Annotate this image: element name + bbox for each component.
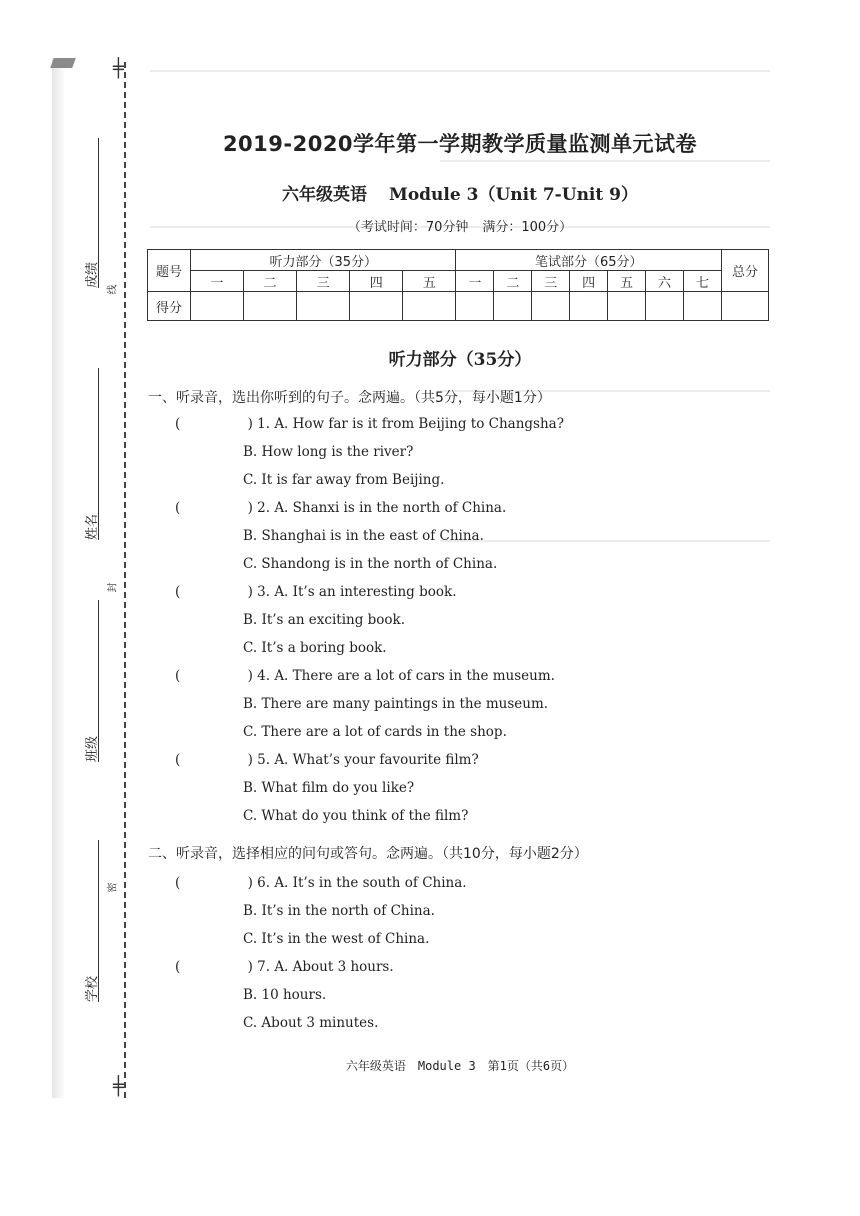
score-cell[interactable] xyxy=(683,292,721,321)
score-cell[interactable] xyxy=(350,292,403,321)
option-a: A. What’s your favourite film? xyxy=(274,752,479,768)
option-c: C. There are a lot of cards in the shop. xyxy=(243,724,507,740)
binding-top-mark: ╪ xyxy=(113,58,124,79)
score-cell[interactable] xyxy=(494,292,532,321)
exam-title: 2019-2020学年第一学期教学质量监测单元试卷 xyxy=(222,132,698,156)
bleed-through xyxy=(440,160,770,162)
writing-col: 四 xyxy=(570,271,608,292)
option-a: A. Shanxi is in the north of China. xyxy=(274,500,507,516)
score-row-label: 得分 xyxy=(148,292,191,321)
exam-time: （考试时间：70分钟 xyxy=(347,220,469,235)
listening-col: 四 xyxy=(350,271,403,292)
listening-col: 五 xyxy=(403,271,456,292)
option-b: B. 10 hours. xyxy=(243,987,327,1003)
option-c: C. What do you think of the film? xyxy=(243,808,469,824)
paper-corner xyxy=(50,58,76,68)
grade-subject: 六年级英语 xyxy=(282,185,368,205)
module-range: Module 3（Unit 7-Unit 9） xyxy=(389,185,638,205)
total-score-cell[interactable] xyxy=(722,292,769,321)
writing-col: 五 xyxy=(608,271,646,292)
writing-col: 二 xyxy=(494,271,532,292)
score-cell[interactable] xyxy=(608,292,646,321)
class-field[interactable] xyxy=(84,600,104,762)
full-score: 满分：100分） xyxy=(482,220,573,235)
listening-section-title: 听力部分（35分） xyxy=(388,350,532,370)
school-field[interactable] xyxy=(84,840,104,1002)
score-cell[interactable] xyxy=(191,292,244,321)
option-a: A. It’s an interesting book. xyxy=(274,584,457,600)
score-cell[interactable] xyxy=(403,292,456,321)
option-c: C. Shandong is in the north of China. xyxy=(243,556,498,572)
option-b: B. How long is the river? xyxy=(243,444,414,460)
option-b: B. What film do you like? xyxy=(243,780,415,796)
page-footer: 六年级英语 Module 3 第1页（共6页） xyxy=(345,1059,575,1073)
option-a: A. How far is it from Beijing to Changsha? xyxy=(274,416,564,432)
score-cell[interactable] xyxy=(297,292,350,321)
secret-char: 密 xyxy=(107,882,119,893)
paper-edge xyxy=(52,58,66,1098)
score-field[interactable] xyxy=(84,138,104,288)
score-cell[interactable] xyxy=(570,292,608,321)
row-header-cell: 题号 xyxy=(148,250,191,292)
question-1: ( ) 1. A. How far is it from Beijing to Changsha? B. How long is the river? C. It is far away from Beijing. xyxy=(175,410,564,494)
seal-char: 封 xyxy=(107,582,119,593)
score-field-label: 成绩 xyxy=(85,261,100,288)
option-a: A. About 3 hours. xyxy=(274,959,394,975)
score-table xyxy=(147,249,769,321)
option-c: C. About 3 minutes. xyxy=(243,1015,379,1031)
option-a: A. There are a lot of cars in the museum. xyxy=(274,668,555,684)
score-cell[interactable] xyxy=(456,292,494,321)
option-a: A. It’s in the south of China. xyxy=(274,875,467,891)
option-b: B. Shanghai is in the east of China. xyxy=(243,528,484,544)
option-b: B. It’s an exciting book. xyxy=(243,612,406,628)
exam-info xyxy=(150,216,770,235)
question-7: ( ) 7. A. About 3 hours. B. 10 hours. C. About 3 minutes. xyxy=(175,953,394,1037)
score-cell[interactable] xyxy=(646,292,684,321)
writing-col: 一 xyxy=(456,271,494,292)
question-5: ( ) 5. A. What’s your favourite film? B. What film do you like? C. What do you think of the film? xyxy=(175,746,479,830)
question-6: ( ) 6. A. It’s in the south of China. B. It’s in the north of China. C. It’s in the west of China. xyxy=(175,869,467,953)
option-c: C. It is far away from Beijing. xyxy=(243,472,445,488)
score-cell[interactable] xyxy=(244,292,297,321)
question-4: ( ) 4. A. There are a lot of cars in the museum. B. There are many paintings in the museum. C. There are a lot of cards in the shop. xyxy=(175,662,555,746)
listening-col: 三 xyxy=(297,271,350,292)
option-b: B. It’s in the north of China. xyxy=(243,903,435,919)
writing-col: 七 xyxy=(683,271,721,292)
part1-instruction: 一、听录音，选出你听到的句子。念两遍。（共5分，每小题1分） xyxy=(148,390,551,406)
class-field-label: 班级 xyxy=(85,735,100,762)
score-cell[interactable] xyxy=(532,292,570,321)
line-char: 线 xyxy=(107,284,119,295)
school-field-label: 学校 xyxy=(85,975,100,1002)
writing-col: 三 xyxy=(532,271,570,292)
bleed-through xyxy=(150,70,770,72)
question-3: ( ) 3. A. It’s an interesting book. B. It’s an exciting book. C. It’s a boring book. xyxy=(175,578,456,662)
binding-bottom-mark: ╪ xyxy=(113,1076,124,1097)
listening-group-header: 听力部分（35分） xyxy=(191,250,456,271)
exam-subtitle xyxy=(150,180,770,205)
listening-col: 二 xyxy=(244,271,297,292)
writing-group-header: 笔试部分（65分） xyxy=(456,250,722,271)
part2-instruction: 二、听录音，选择相应的问句或答句。念两遍。（共10分，每小题2分） xyxy=(148,846,588,862)
option-c: C. It’s a boring book. xyxy=(243,640,387,656)
name-field[interactable] xyxy=(84,368,104,540)
name-field-label: 姓名 xyxy=(85,513,100,540)
binding-dashed-line xyxy=(124,62,126,1098)
question-2: ( ) 2. A. Shanxi is in the north of China. B. Shanghai is in the east of China. C. Shandong is in the north of China. xyxy=(175,494,506,578)
total-header: 总分 xyxy=(722,250,769,292)
writing-col: 六 xyxy=(646,271,684,292)
listening-col: 一 xyxy=(191,271,244,292)
option-b: B. There are many paintings in the museum. xyxy=(243,696,549,712)
option-c: C. It’s in the west of China. xyxy=(243,931,430,947)
